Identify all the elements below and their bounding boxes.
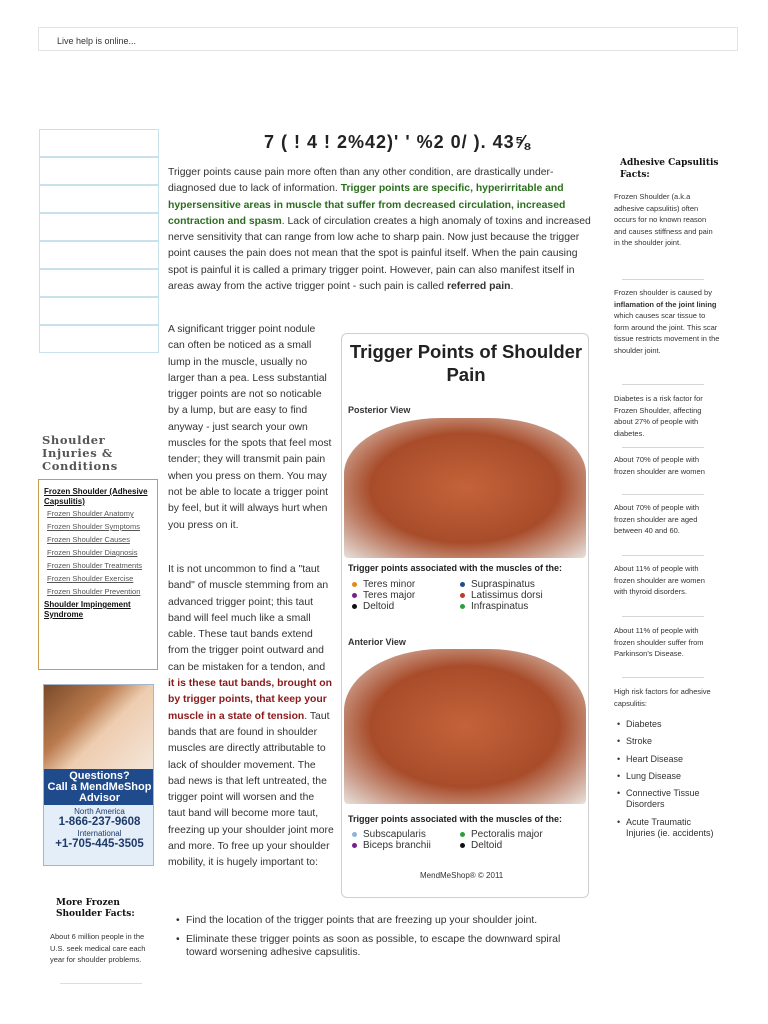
divider <box>622 494 704 495</box>
risk-connective: • Connective Tissue Disorders <box>626 788 716 810</box>
taut-text-c: . Taut bands that are found in shoulder muscles are directly attributable to lack of shoulder movement. The bad news is that left untreated, the trigger point will worsen and the taut band will become more taut, freezing up your shoulder joint more and more. To free up your shoulder mobility, it is hugely important to: <box>168 710 334 869</box>
legend-dot <box>460 604 465 609</box>
intro-text-e: . <box>510 281 514 293</box>
nav-box-2[interactable] <box>39 157 159 185</box>
risk-lung: • Lung Disease <box>626 771 716 782</box>
live-help-bar[interactable] <box>38 27 738 51</box>
legend-teres-minor <box>352 579 415 590</box>
nav-box-1[interactable] <box>39 129 159 157</box>
legend-pectoralis <box>460 829 543 840</box>
ad-phone-intl: +1-705-445-3505 <box>55 838 144 850</box>
anterior-view-label: Anterior View <box>348 637 406 647</box>
legend-dot <box>352 582 357 587</box>
legend-dot <box>352 604 357 609</box>
menu-item-treatments[interactable]: Frozen Shoulder Treatments <box>47 561 143 570</box>
more-facts-heading: More Frozen Shoulder Facts: <box>56 898 135 919</box>
fact-7: About 11% of people with frozen shoulder suffer from Parkinson's Disease. <box>614 626 704 658</box>
fact-2-c: which causes scar tissue to form around the joint. This scar tissue restricts movement in the shoulder joint. <box>614 311 720 355</box>
page-title: 7 ( ! 4 ! 2%42)' ' %2 0/ ). 43⅝ <box>264 132 531 152</box>
ad-region-intl: International <box>77 829 122 838</box>
fact-8: High risk factors for adhesive capsulitis: <box>614 687 711 708</box>
legend-dot <box>460 832 465 837</box>
ad-phone-na: 1-866-237-9608 <box>58 816 141 828</box>
menu-item-prevention[interactable]: Frozen Shoulder Prevention <box>47 587 141 596</box>
legend-dot <box>460 582 465 587</box>
left-nav-boxes <box>39 129 159 353</box>
legend-label: Latissimus dorsi <box>471 590 543 601</box>
menu-item-anatomy[interactable]: Frozen Shoulder Anatomy <box>47 509 134 518</box>
divider <box>622 279 704 280</box>
paragraph-intro <box>168 165 600 295</box>
nav-box-8[interactable] <box>39 325 159 353</box>
legend-label: Supraspinatus <box>471 579 535 590</box>
legend-label: Deltoid <box>471 840 503 851</box>
fact-2 <box>614 287 720 356</box>
risk-heart: • Heart Disease <box>626 754 716 765</box>
nav-box-5[interactable] <box>39 241 159 269</box>
legend-deltoid <box>352 601 394 612</box>
divider <box>60 983 142 984</box>
fact-1: Frozen Shoulder (a.k.a adhesive capsulitis) often occurs for no known reason and causes stiffness and pain in the shoulder joint. <box>614 192 713 247</box>
anterior-legend-heading: Trigger points associated with the muscles of the: <box>348 814 563 824</box>
menu-frozen-shoulder[interactable]: Frozen Shoulder (Adhesive Capsulitis) <box>44 487 148 506</box>
legend-label: Teres minor <box>363 579 416 590</box>
legend-dot <box>352 832 357 837</box>
nav-box-6[interactable] <box>39 269 159 297</box>
legend-label: Teres major <box>363 590 416 601</box>
menu-item-exercise[interactable]: Frozen Shoulder Exercise <box>47 574 134 583</box>
facts-heading: Adhesive Capsulitis Facts: <box>620 158 719 180</box>
menu-item-causes[interactable]: Frozen Shoulder Causes <box>47 535 130 544</box>
legend-latissimus <box>460 590 543 601</box>
nav-box-7[interactable] <box>39 297 159 325</box>
risk-injuries: • Acute Traumatic Injuries (ie. accidents) <box>626 817 716 839</box>
nav-box-4[interactable] <box>39 213 159 241</box>
divider <box>622 384 704 385</box>
menu-item-diagnosis[interactable]: Frozen Shoulder Diagnosis <box>47 548 138 557</box>
taut-text-a: It is not uncommon to find a "taut band" of muscle stemming from an advanced trigger point; this taut band will feel much like a small cable. These taut bands extend from the trigger point outward and can be mistaken for a tendon, and <box>168 564 329 673</box>
menu-impingement[interactable]: Shoulder Impingement Syndrome <box>44 600 131 619</box>
fact-2-a: Frozen shoulder is caused by <box>614 288 712 297</box>
legend-infraspinatus <box>460 601 528 612</box>
fact-3: Diabetes is a risk factor for Frozen Shoulder, affecting about 27% of people with diabetes. <box>614 394 703 438</box>
legend-deltoid-ant <box>460 840 502 851</box>
bullet-eliminate: • Eliminate these trigger points as soon as possible, to escape the downward spiral toward worsening adhesive capsulitis. <box>186 933 586 959</box>
bullet-find: • Find the location of the trigger points that are freezing up your shoulder joint. <box>186 914 586 927</box>
legend-label: Deltoid <box>363 601 395 612</box>
intro-referred-pain: referred pain <box>446 281 511 293</box>
risk-diabetes: • Diabetes <box>626 719 716 730</box>
divider <box>622 555 704 556</box>
nav-box-3[interactable] <box>39 185 159 213</box>
figure-credit: MendMeShop® © 2011 <box>420 871 504 880</box>
menu-item-symptoms[interactable]: Frozen Shoulder Symptoms <box>47 522 140 531</box>
anterior-muscle-illustration <box>344 649 586 804</box>
divider <box>622 677 704 678</box>
ad-q2: Call a MendMeShop <box>47 781 152 793</box>
more-facts-text: About 6 million people in the U.S. seek medical care each year for shoulder problems. <box>50 932 146 964</box>
trigger-points-figure <box>341 333 589 898</box>
conditions-menu <box>38 479 158 670</box>
intro-text-a: Trigger points cause pain more often than any other condition, are drastically under-diagnosed due to lack of information. <box>168 167 554 195</box>
risk-stroke: • Stroke <box>626 736 716 747</box>
legend-teres-major <box>352 590 415 601</box>
divider <box>622 616 704 617</box>
legend-dot <box>352 843 357 848</box>
ad-q3: Advisor <box>79 792 120 804</box>
taut-highlight: it is these taut bands, brought on by trigger points, that keep your muscle in a state of tension <box>168 678 332 722</box>
legend-label: Subscapularis <box>363 829 426 840</box>
legend-dot <box>352 593 357 598</box>
figure-title: Trigger Points of Shoulder Pain <box>349 341 583 385</box>
advisor-photo <box>44 685 154 769</box>
paragraph-nodule: A significant trigger point nodule can often be noticed as a small lump in the muscle, usually no larger than a pea. Less substantial trigger points are not so noticable by a lump, but are easy to find anyway - just search your own muscles for the spots that feel most tender; they will transmit pain pain when you press on them. You may not be able to locate a trigger point by feel, but it will always hurt when you press on it. <box>168 324 332 531</box>
intro-text-c: . Lack of circulation creates a high anomaly of toxins and increased nerve sensitivity that can range from low ache to sharp pain. Now just because the trigger point causes the pain does not mean that the spot is painful itself. When the pain causing spot is painful it is called a primary trigger point. However, pain can also manifest itself in areas away from the active trigger point - such pain is called <box>168 215 591 293</box>
live-help-text[interactable]: Live help is online... <box>57 36 137 46</box>
legend-supraspinatus <box>460 579 535 590</box>
legend-label: Pectoralis major <box>471 829 543 840</box>
legend-dot <box>460 593 465 598</box>
fact-6: About 11% of people with frozen shoulder are women with thyroid disorders. <box>614 564 705 596</box>
legend-label: Infraspinatus <box>471 601 529 612</box>
posterior-muscle-illustration <box>344 418 586 558</box>
divider <box>622 447 704 448</box>
legend-biceps <box>352 840 431 851</box>
posterior-view-label: Posterior View <box>348 405 411 415</box>
ad-question <box>44 769 154 805</box>
paragraph-taut-band <box>168 562 334 872</box>
fact-4: About 70% of people with frozen shoulder are women <box>614 455 705 476</box>
legend-dot <box>460 843 465 848</box>
fact-2-b: inflamation of the joint lining <box>614 299 717 309</box>
legend-label: Biceps branchii <box>363 840 431 851</box>
ad-phones <box>44 807 154 851</box>
advisor-ad[interactable] <box>43 684 154 866</box>
fact-5: About 70% of people with frozen shoulder are aged between 40 and 60. <box>614 503 700 535</box>
ad-q1: Questions? <box>69 770 130 782</box>
ad-region-na: North America <box>74 807 125 816</box>
intro-highlight: Trigger points are specific, hyperirritable and hypersensitive areas in muscle that suffer from decreased circulation, increased contraction and spasm <box>168 183 566 227</box>
section-heading: Shoulder Injuries & Conditions <box>42 433 118 473</box>
posterior-legend-heading: Trigger points associated with the muscles of the: <box>348 563 563 573</box>
legend-subscapularis <box>352 829 426 840</box>
